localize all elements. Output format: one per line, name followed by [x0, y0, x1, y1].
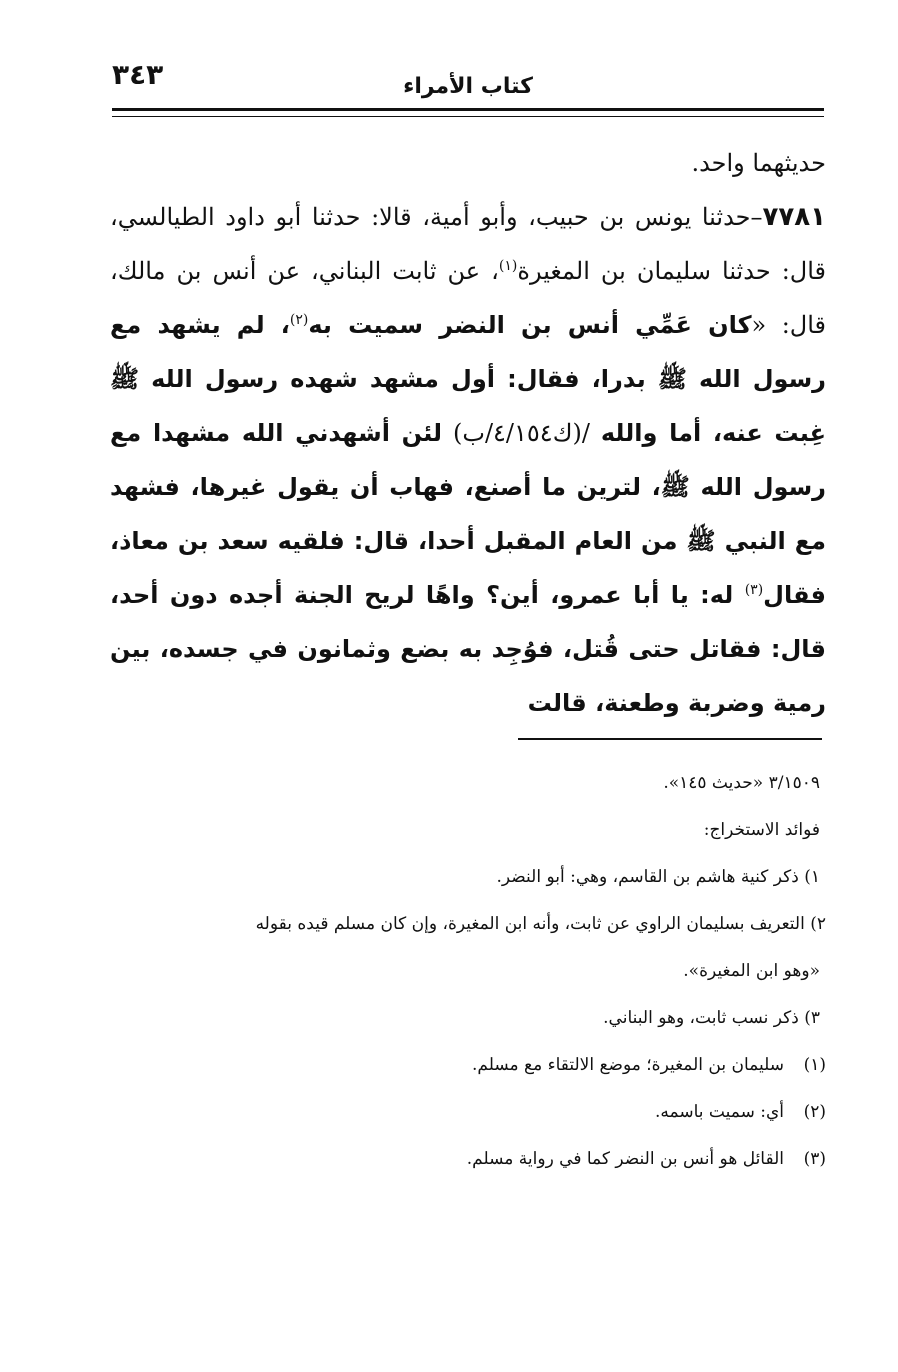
- isnad-part-1: –حدثنا يونس بن حبيب، وأبو أمية، قالا: حدثنا أبو داود الطيالسي، قال: حدثنا سليمان بن المغيرة: [110, 203, 827, 285]
- footnote-item: [110, 1042, 826, 1089]
- footnote-number: (١): [803, 1055, 826, 1075]
- main-text: [110, 136, 826, 730]
- matn-part-3: لئن أشهدني الله مشهدا مع رسول الله ﷺ، لترين ما أصنع، فهاب أن يقول غيرها، فشهد مع النبي ﷺ من العام المقبل أحدا، قال: فلقيه سعد بن معاذ، فقال: [110, 419, 826, 609]
- benefit-item-continuation: «وهو ابن المغيرة».: [683, 961, 820, 981]
- footnote-number: (٣): [803, 1149, 826, 1169]
- intro-line: حديثهما واحد.: [691, 149, 826, 177]
- benefit-item: ٢) التعريف بسليمان الراوي عن ثابت، وأنه ابن المغيرة، وإن كان مسلم قيده بقوله: [255, 914, 826, 934]
- benefit-item: ٣) ذكر نسب ثابت، وهو البناني.: [603, 1008, 820, 1028]
- footnote-number: (٢): [803, 1102, 826, 1122]
- header-rule-thin: [112, 116, 824, 117]
- matn-part-4: له: يا أبا عمرو، أين؟ واهًا لريح الجنة أجده دون أحد، قال: فقاتل حتى قُتل، فوُجِد به بضع وثمانون في جسده، بين رمية وضربة وطعنة، قالت: [110, 581, 826, 717]
- footnote-text: سليمان بن المغيرة؛ موضع الالتقاء مع مسلم.: [472, 1055, 784, 1075]
- footnote-ref-2[interactable]: (٢): [289, 312, 309, 328]
- benefit-item: ١) ذكر كنية هاشم بن القاسم، وهي: أبو النضر.: [496, 867, 820, 887]
- header-rule-thick: [112, 108, 824, 111]
- matn-part-1: كان عَمِّي أنس بن النضر سميت به: [308, 311, 752, 339]
- footnote-ref-3[interactable]: (٣): [744, 582, 764, 598]
- benefits-title: فوائد الاستخراج:: [703, 820, 820, 840]
- footnote-text: القائل هو أنس بن النضر كما في رواية مسلم.: [466, 1149, 784, 1169]
- manuscript-reference: /(ك٤/١٥٤/ب): [442, 419, 601, 447]
- footnote-separator: [518, 738, 822, 740]
- page-number: ٣٤٣: [112, 58, 164, 91]
- footnote-item: [110, 1089, 826, 1136]
- footnote-item: [110, 1136, 826, 1183]
- footnotes: [110, 760, 826, 1183]
- footnote-text: أي: سميت باسمه.: [655, 1102, 784, 1122]
- matn-part-2: ، لم يشهد مع رسول الله ﷺ بدرا، فقال: أول مشهد شهده رسول الله ﷺ غِبت عنه، أما والله: [110, 311, 826, 447]
- hadith-number: ٧٧٨١: [762, 202, 826, 232]
- page-header: [112, 58, 824, 108]
- running-title: كتاب الأمراء: [403, 74, 533, 99]
- hadith-paragraph: [110, 190, 826, 730]
- footnote-ref-1[interactable]: (١): [498, 258, 518, 274]
- source-reference: ٣/١٥٠٩ «حديث ١٤٥».: [663, 773, 820, 793]
- isnad-part-2: ، عن ثابت البناني، عن أنس بن مالك، قال: «: [110, 257, 826, 339]
